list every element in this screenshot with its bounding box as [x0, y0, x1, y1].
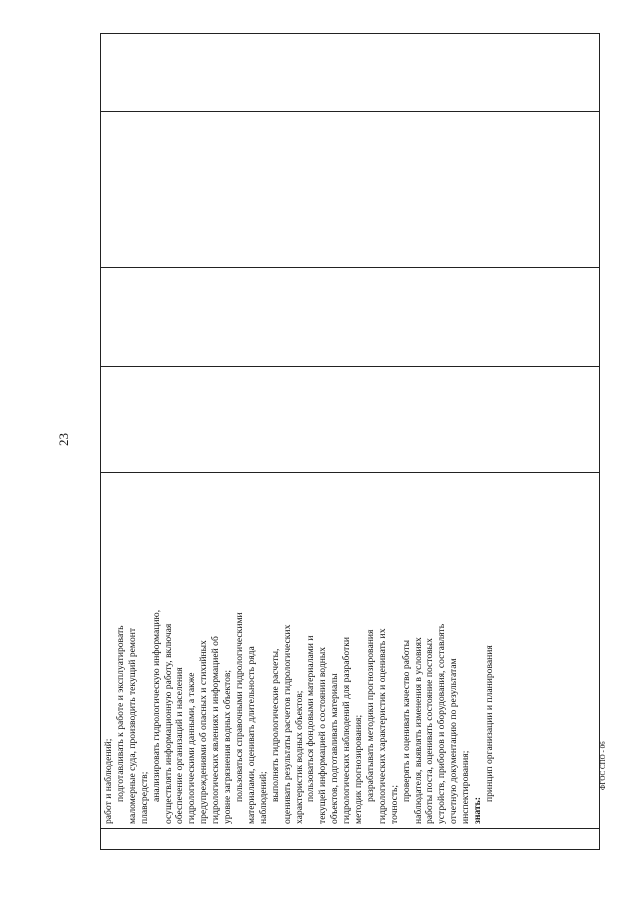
content-text — [101, 473, 498, 828]
text-line: выполнять гидрологические расчеты, — [269, 648, 281, 802]
text-line: наблюдателя, выявлять изменения в условиях — [412, 637, 424, 824]
text-line: пользоваться справочными гидрологическими — [233, 612, 245, 802]
page-number: 23 — [56, 433, 71, 446]
footer-code: ФГОС СПО - 06 — [599, 741, 607, 790]
text-line: подготавливать к работе и эксплуатировать — [114, 625, 126, 802]
text-line: работы поста, оценивать состояние постовых — [424, 638, 436, 824]
text-line: уровне загрязнения водных объектов; — [222, 669, 234, 824]
text-line: материалами, оценивать длительность ряда — [245, 646, 257, 824]
empty-cell-competences — [101, 34, 600, 112]
text-line: пользоваться фондовыми материалами и — [305, 635, 317, 802]
text-line: методик прогнозирования; — [353, 714, 365, 824]
text-line: анализировать гидрологическую информацию, — [150, 609, 162, 802]
text-line: устройств, приборов и оборудования, составлять — [436, 623, 448, 824]
empty-cell-index — [101, 829, 600, 850]
content-cell — [101, 473, 600, 829]
text-line: характеристик водных объектов; — [293, 690, 305, 824]
text-line: принцип организации и планирования — [484, 645, 495, 802]
text-line: предупреждениями об опасных и стихийных — [198, 640, 210, 824]
text-line: инспектирования; — [460, 750, 472, 824]
table-row — [101, 34, 600, 850]
text-line: отчетную документацию по результатам — [448, 658, 460, 824]
curriculum-table — [100, 33, 600, 850]
text-line: знать: — [472, 797, 484, 824]
empty-cell-hours — [101, 367, 600, 473]
rotated-table-wrapper — [100, 40, 600, 850]
text-line: разрабатывать методики прогнозирования — [364, 629, 376, 802]
text-line: маломерные суда, производить текущий ремонт — [126, 627, 138, 824]
empty-cell-hours-2 — [101, 268, 600, 367]
text-line: гидрологических явлениях и информацией об — [210, 636, 222, 824]
empty-cell-disciplines — [101, 112, 600, 268]
text-line: точность; — [388, 784, 400, 824]
text-line: гидрологическими данными, а также — [186, 672, 198, 824]
text-line: гидрологических наблюдений для разработки — [341, 636, 353, 824]
text-line: гидрологических характеристик и оценивать их — [376, 628, 388, 824]
text-line: обеспечение организаций и населения — [174, 667, 186, 824]
text-line: плавсредств; — [138, 771, 150, 824]
text-line: текущей информацией о состоянии водных — [317, 646, 329, 824]
text-line: проверять и оценивать качество работы — [400, 639, 412, 802]
text-line: работ и наблюдений; — [103, 738, 114, 824]
text-line: оценивать результаты расчетов гидрологических — [281, 624, 293, 824]
text-line: осуществлять информационную работу, включая — [162, 623, 174, 824]
text-line: наблюдений; — [257, 771, 269, 824]
text-line: объектов, подготавливать материалы — [329, 673, 341, 824]
